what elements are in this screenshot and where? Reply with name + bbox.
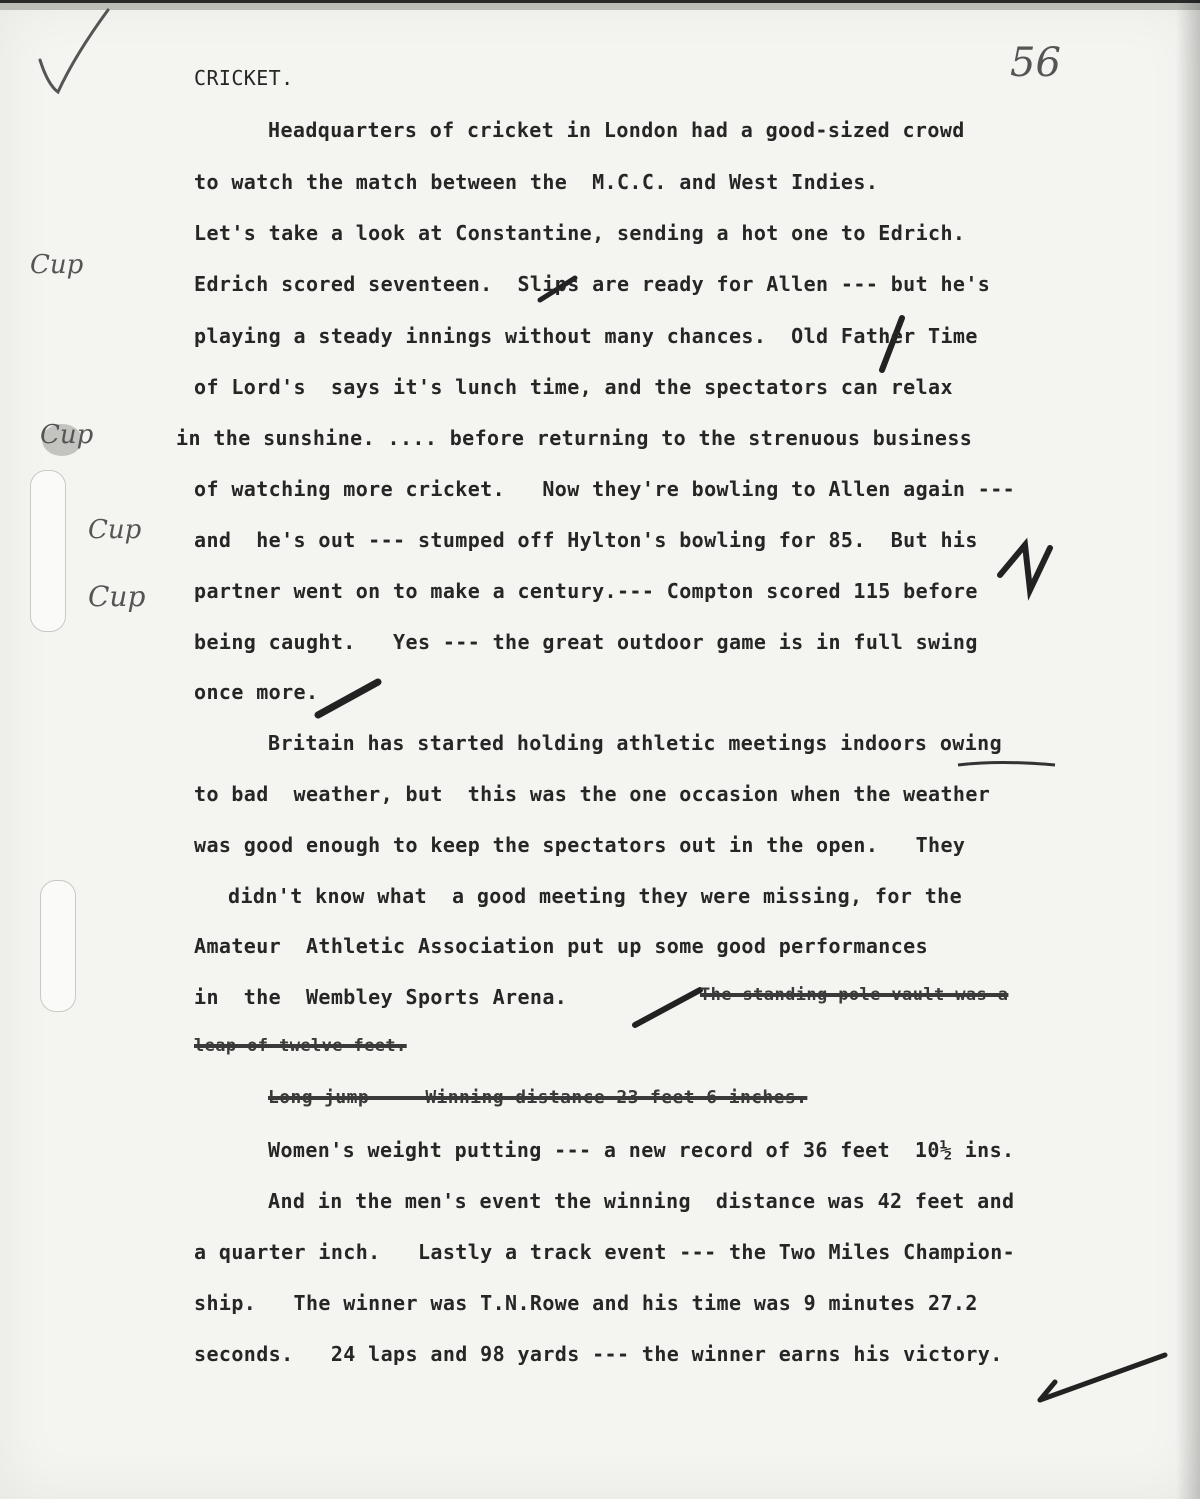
text-line: playing a steady innings without many chances. Old Father Time	[194, 324, 978, 348]
text-line: in the Wembley Sports Arena.	[194, 985, 568, 1009]
page-number: 56	[1010, 40, 1061, 86]
page-title: CRICKET.	[194, 66, 294, 90]
struck-text: The standing pole vault was a	[700, 985, 1009, 1005]
text-line: once more.	[194, 680, 319, 704]
struck-text: leap of twelve feet.	[194, 1036, 407, 1056]
text-line: Let's take a look at Constantine, sending a hot one to Edrich.	[194, 221, 966, 245]
text-line: of watching more cricket. Now they're bowling to Allen again ---	[194, 477, 1016, 501]
struck-text: Long jump --- Winning distance 23 feet 6 inches.	[268, 1087, 808, 1108]
text-line: Amateur Athletic Association put up some good performances	[194, 934, 929, 958]
text-line: of Lord's says it's lunch time, and the spectators can relax	[194, 375, 953, 399]
text-line: Britain has started holding athletic meetings indoors owing	[268, 731, 1003, 755]
text-line: being caught. Yes --- the great outdoor game is in full swing	[194, 630, 978, 654]
text-line: to bad weather, but this was the one occasion when the weather	[194, 782, 991, 806]
margin-note: Cup	[88, 580, 146, 613]
margin-note: Cup	[88, 515, 142, 545]
text-line: And in the men's event the winning distance was 42 feet and	[268, 1189, 1015, 1213]
text-line: seconds. 24 laps and 98 yards --- the winner earns his victory.	[194, 1342, 1003, 1366]
text-line: Headquarters of cricket in London had a good-sized crowd	[268, 118, 965, 142]
text-line: didn't know what a good meeting they were missing, for the	[228, 884, 963, 908]
text-line: a quarter inch. Lastly a track event --- the Two Miles Champion-	[194, 1240, 1016, 1264]
text-line: Women's weight putting --- a new record of 36 feet 10½ ins.	[268, 1138, 1015, 1162]
text-line: was good enough to keep the spectators out in the open. They	[194, 833, 966, 857]
text-line: in the sunshine. .... before returning to the strenuous business	[176, 426, 973, 450]
text-line: partner went on to make a century.--- Compton scored 115 before	[194, 579, 978, 603]
text-line: and he's out --- stumped off Hylton's bowling for 85. But his	[194, 528, 978, 552]
text-line: ship. The winner was T.N.Rowe and his time was 9 minutes 27.2	[194, 1291, 978, 1315]
text-line: Edrich scored seventeen. Slips are ready for Allen --- but he's	[194, 272, 991, 296]
margin-note: Cup	[40, 420, 94, 450]
margin-note: Cup	[30, 250, 84, 280]
text-line: to watch the match between the M.C.C. and West Indies.	[194, 170, 879, 194]
